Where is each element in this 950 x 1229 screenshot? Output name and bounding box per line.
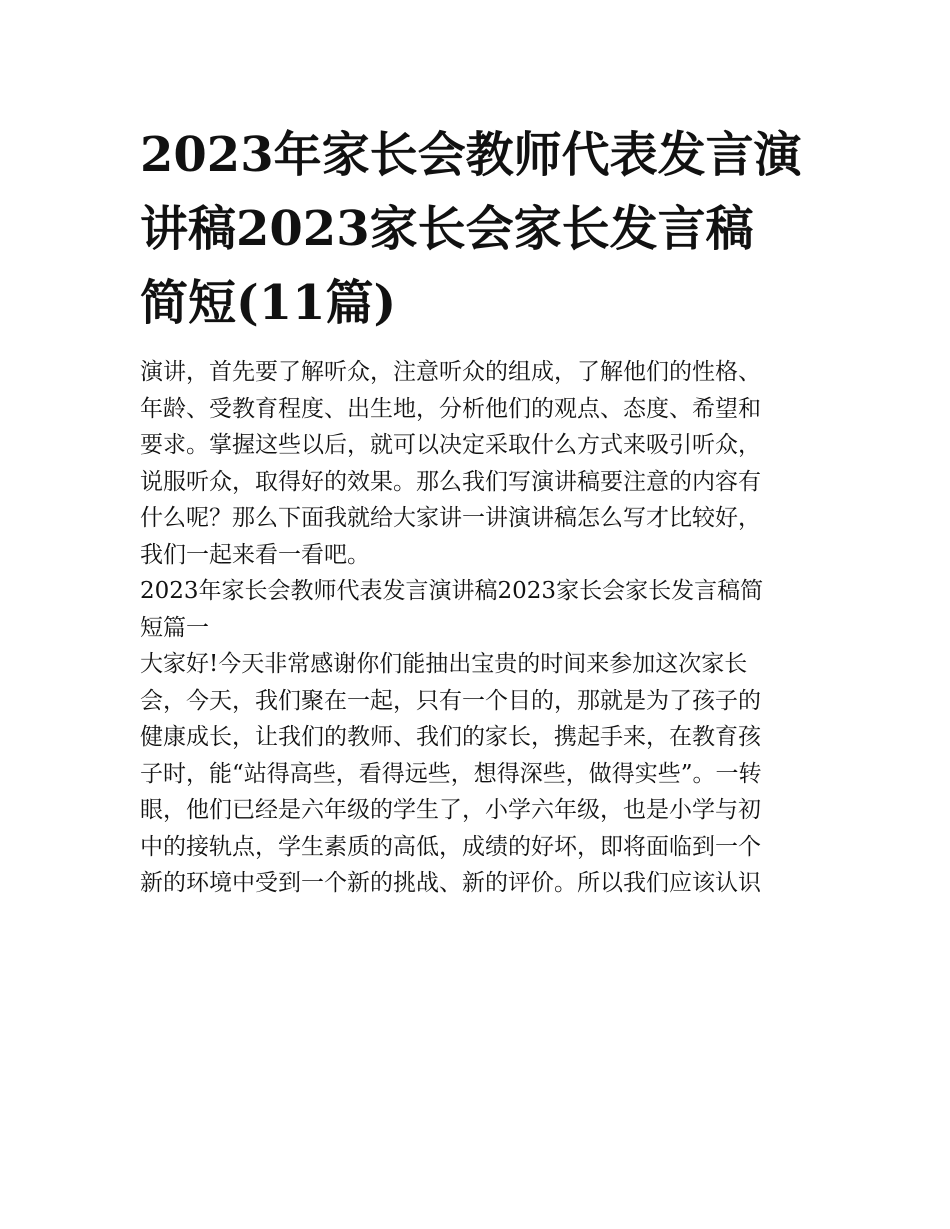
heading-line: 短篇一 [140, 614, 209, 641]
intro-paragraph [140, 354, 812, 573]
body-paragraph [140, 646, 812, 902]
document-body [140, 354, 812, 902]
document-title [140, 118, 812, 340]
title-line: 简短(11篇) [140, 275, 397, 331]
text-line: 什么呢？那么下面我就给大家讲一讲演讲稿怎么写才比较好， [140, 505, 761, 531]
document-page [140, 118, 812, 902]
text-line: 年龄、受教育程度、出生地，分析他们的观点、态度、希望和 [140, 395, 761, 422]
text-line: 大家好!今天非常感谢你们能抽出宝贵的时间来参加这次家长 [140, 651, 748, 677]
text-line: 中的接轨点，学生素质的高低，成绩的好坏，即将面临到一个 [140, 833, 761, 860]
text-line: 演讲，首先要了解听众，注意听众的组成，了解他们的性格、 [140, 359, 761, 385]
text-line: 说服听众，取得好的效果。那么我们写演讲稿要注意的内容有 [140, 468, 761, 495]
text-line: 我们一起来看一看吧。 [140, 541, 370, 568]
text-line: 健康成长，让我们的教师、我们的家长，携起手来，在教育孩 [140, 724, 761, 750]
text-line: 眼，他们已经是六年级的学生了，小学六年级，也是小学与初 [140, 797, 761, 823]
text-line: 要求。掌握这些以后，就可以决定采取什么方式来吸引听众， [140, 432, 761, 458]
title-line: 讲稿2023家长会家长发言稿 [140, 201, 754, 257]
text-line: 子时，能“站得高些，看得远些，想得深些，做得实些”。一转 [140, 760, 762, 787]
text-line: 会，今天，我们聚在一起，只有一个目的，那就是为了孩子的 [140, 687, 761, 714]
text-line: 新的环境中受到一个新的挑战、新的评价。所以我们应该认识 [140, 870, 761, 896]
heading-line: 2023年家长会教师代表发言演讲稿2023家长会家长发言稿简 [140, 578, 764, 604]
section-heading [140, 573, 812, 646]
title-line: 2023年家长会教师代表发言演 [140, 127, 802, 183]
